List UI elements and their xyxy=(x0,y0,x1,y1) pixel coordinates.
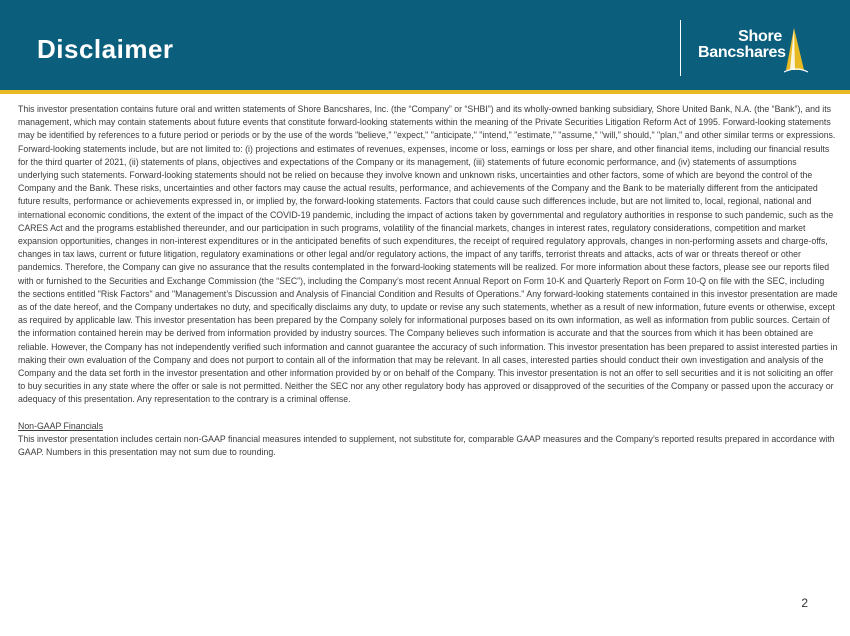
header-accent-line xyxy=(0,90,850,94)
logo-divider xyxy=(680,20,681,76)
non-gaap-heading: Non-GAAP Financials xyxy=(18,420,103,431)
logo-wordmark xyxy=(698,28,786,61)
logo-line-1: Shore xyxy=(738,28,782,45)
page-title: Disclaimer xyxy=(37,34,174,64)
company-logo xyxy=(676,14,836,80)
non-gaap-paragraph: This investor presentation includes certain non-GAAP financial measures intended to supplement, not substitute for, comparable GAAP measures and the Company’s reported results prepared in accordance with GAAP. Numbers in this presentation may not sum due to rounding. xyxy=(18,433,835,458)
page-number: 2 xyxy=(801,596,808,610)
disclaimer-paragraph: This investor presentation contains future oral and written statements of Shore Bancshares, Inc. (the “Company” or “SHBI”) and its wholly-owned banking subsidiary, Shore United Bank, N.A. (the “Bank”), and its management, which may contain statements about future events that constitute forward-looking statements within the meaning of the Private Securities Litigation Reform Act of 1995. Forward-looking statements may be identified by references to a future period or periods or by the use of the words "believe," "expect," "anticipate," "intend," "estimate," "assume," "will," should," "plan," and other similar terms or expressions. Forward-looking statements include, but are not limited to: (i) projections and estimates of revenues, expenses, income or loss, earnings or loss per share, and other financial items, including our financial results for the third quarter of 2021, (ii) statements of plans, objectives and expectations of the Company or its management, (iii) statements of future economic performance, and (iv) statements of assumptions underlying such statements. Forward-looking statements should not be relied on because they involve known and unknown risks, uncertainties and other factors, some of which are beyond the control of the Company and the Bank. These risks, uncertainties and other factors may cause the actual results, performance, and achievements of the Company and the Bank to be materially different from the anticipated future results, performance or achievements expressed in, or implied by, the forward-looking statements. Factors that could cause such differences include, but are not limited to, local, regional, national and international economic conditions, the extent of the impact of the COVID-19 pandemic, including the impact of actions taken by governmental and regulatory authorities in response to such pandemic, such as the CARES Act and the programs established thereunder, and our participation in such programs, volatility of the financial markets, changes in interest rates, regulatory considerations, competition and market expansion opportunities, changes in non-interest expenditures or in the anticipated benefits of such expenditures, the receipt of required regulatory approvals, changes in non-performing assets and charge-offs, changes in tax laws, current or future litigation, regulatory examinations or other legal and/or regulatory actions, the impact of any tariffs, terrorist threats and attacks, acts of war or threats thereof or other pandemics. Therefore, the Company can give no assurance that the results contemplated in the forward-looking statements will be realized. For more information about these factors, please see our reports filed with or furnished to the Securities and Exchange Commission (the “SEC”), including the Company’s most recent Annual Report on Form 10-K and Quarterly Report on Form 10-Q on file with the SEC, including the sections entitled "Risk Factors" and "Management’s Discussion and Analysis of Financial Condition and Results of Operations." Any forward-looking statements contained in this investor presentation are made as of the date hereof, and the Company undertakes no duty, and specifically disclaims any duty, to update or revise any such statements, whether as a result of new information, future events or otherwise, except as required by applicable law. This investor presentation has been prepared by the Company solely for informational purposes based on its own information, as well as information from public sources. Certain of the information contained herein may be derived from information provided by industry sources. The Company believes such information is accurate and that the sources from which it has been obtained are reliable. However, the Company has not independently verified such information and cannot guarantee the accuracy of such information. This investor presentation has been prepared to assist interested parties in making their own evaluation of the Company and does not purport to contain all of the information that may be relevant. In all cases, interested parties should conduct their own investigation and analysis of the Company and the data set forth in the investor presentation and other information provided by or on behalf of the Company. This investor presentation is not an offer to sell securities and it is not soliciting an offer to buy securities in any state where the offer or sale is not permitted. Neither the SEC nor any other regulatory body has approved or disapproved of the securities of the Company or passed upon the accuracy or adequacy of this presentation. Any representation to the contrary is a criminal offense. xyxy=(18,104,838,405)
logo-line-2: Bancshares xyxy=(698,44,786,61)
header-bar xyxy=(0,0,850,90)
disclaimer-body xyxy=(18,103,838,459)
sail-icon xyxy=(784,26,808,74)
